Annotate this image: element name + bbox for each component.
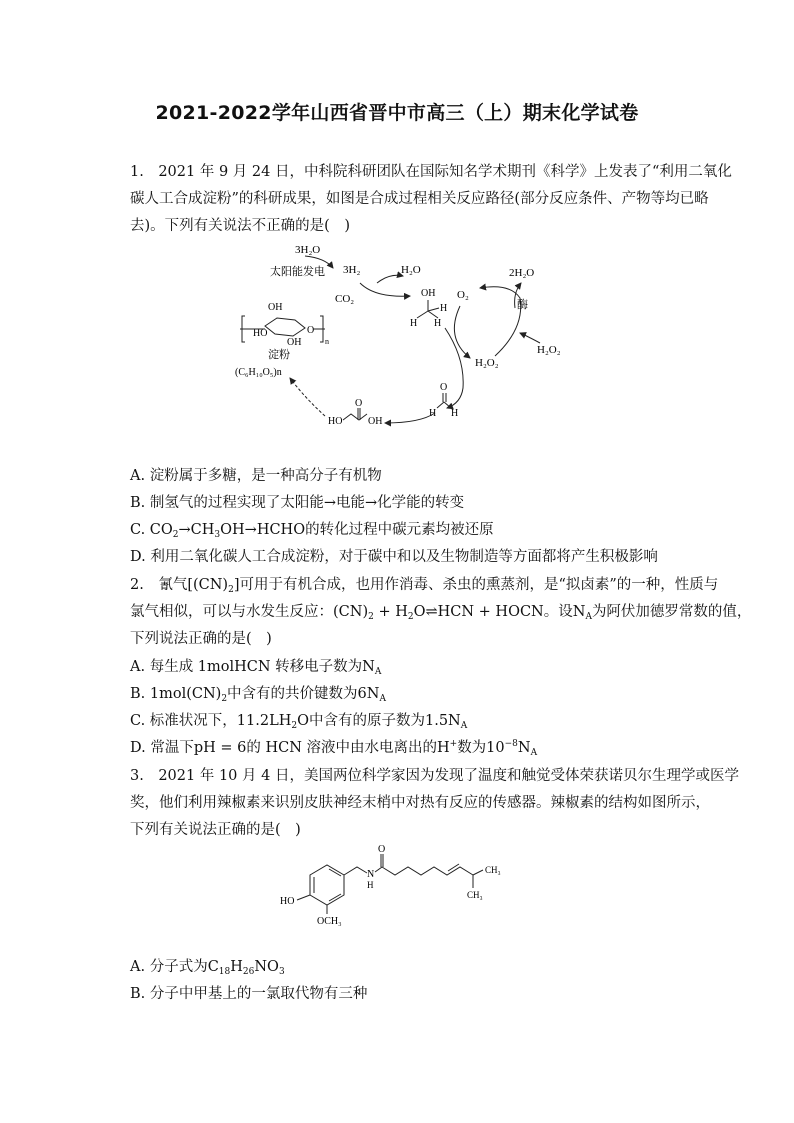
- label-starch-ring-o: O: [307, 325, 315, 336]
- q1-stem-line2: 碳人工合成淀粉”的科研成果，如图是合成过程相关反应路径(部分反应条件、产物等均已略: [130, 191, 709, 207]
- label-formaldehyde-h1: H: [429, 408, 437, 419]
- label-dha-o: O: [355, 398, 363, 409]
- label-solar-power: 太阳能发电: [270, 266, 325, 278]
- label-3h2: 3H₂: [343, 264, 361, 276]
- capsaicin-structure: [275, 840, 525, 930]
- label-o2: O₂: [457, 289, 469, 301]
- q3-option-a: A. 分子式为$C_{18}H_{26}NO_3$: [130, 959, 285, 977]
- label-starch-oh-top: OH: [268, 302, 283, 313]
- q3-option-b: B. 分子中甲基上的一氯取代物有三种: [130, 986, 368, 1002]
- q2-stem-line2: 氯气相似，可以与水发生反应：$(CN)_2$ + $H_2O\rightleftharpoons HCN$ + HOCN。设$N_A$为阿伏加德罗常数的值，: [130, 604, 752, 622]
- arrow-h2o-release: [377, 275, 403, 283]
- arrow-h2o2-in: [520, 333, 540, 343]
- label-3h2o: 3H₂O: [295, 244, 321, 256]
- label-2h2o: 2H₂O: [509, 267, 535, 279]
- reaction-pathway-diagram: [225, 238, 585, 438]
- label-h2o2-added: H₂O₂: [537, 344, 561, 356]
- label-amide-h: H: [367, 880, 374, 890]
- q2-option-d: D. 常温下pH = 6的 HCN 溶液中由水电离出的H+数为$10^{-8}N_A$: [130, 739, 538, 758]
- page-title: 2021-2022学年山西省晋中市高三（上）期末化学试卷: [155, 102, 639, 124]
- label-carbonyl-o: O: [378, 844, 386, 855]
- label-dha-ho: HO: [328, 416, 343, 427]
- label-formaldehyde-h2: H: [451, 408, 459, 419]
- q2-stem-line3: 下列说法正确的是( ): [130, 631, 272, 647]
- label-h2o2-produced: H₂O₂: [475, 357, 499, 369]
- label-dha-oh: OH: [368, 416, 383, 427]
- label-starch-oh-bottom: OH: [287, 337, 302, 348]
- arrow-methanol-oxidation: [445, 328, 463, 408]
- arrow-co2-reduction: [360, 283, 410, 296]
- q2-option-b: B. $1mol(CN)_2$中含有的共价键数为$6N_A$: [130, 686, 386, 704]
- q1-option-a: A. 淀粉属于多糖，是一种高分子有机物: [130, 468, 382, 484]
- label-formaldehyde-o: O: [440, 382, 448, 393]
- q3-stem-line3: 下列有关说法正确的是( ): [130, 822, 301, 838]
- q2-option-a: A. 每生成 1molHCN 转移电子数为$N_A$: [130, 659, 382, 677]
- q1-stem-line1: 1. 2021 年 9 月 24 日，中科院科研团队在国际知名学术期刊《科学》上发表了“利用二氧化: [130, 164, 732, 180]
- q2-stem-line1: 2. 氰气$[(CN)_2]$可用于有机合成，也用作消毒、杀虫的熏蒸剂，是“拟卤素”的一种，性质与: [130, 577, 719, 595]
- label-methanol-h2: H: [434, 318, 442, 329]
- arrow-to-starch: [290, 378, 325, 416]
- label-starch: 淀粉: [268, 349, 290, 361]
- q3-stem-line1: 3. 2021 年 10 月 4 日，美国两位科学家因为发现了温度和触觉受体荣获诺贝尔生理学或医学: [130, 768, 739, 784]
- label-och3: OCH₃: [317, 916, 342, 927]
- label-ch3-top: CH₃: [485, 865, 501, 875]
- label-starch-formula: (C₆H₁₀O₅)n: [235, 367, 282, 378]
- arrow-to-dha: [385, 413, 435, 423]
- label-ch3-bottom: CH₃: [467, 890, 483, 900]
- q3-stem-line2: 奖，他们利用辣椒素来识别皮肤神经末梢中对热有反应的传感器。辣椒素的结构如图所示，: [130, 795, 710, 811]
- label-amide-n: N: [367, 869, 375, 880]
- label-enzyme: 酶: [517, 299, 528, 311]
- q1-option-c: C. $CO_2\to CH_3OH\to HCHO$的转化过程中碳元素均被还原: [130, 522, 494, 540]
- label-methanol-oh: OH: [421, 288, 436, 299]
- label-co2: CO₂: [335, 293, 355, 305]
- q1-option-b: B. 制氢气的过程实现了太阳能→电能→化学能的转变: [130, 495, 465, 511]
- q2-option-c: C. 标准状况下，$11.2LH_2O$中含有的原子数为$1.5N_A$: [130, 713, 468, 731]
- q1-stem-line3: 去)。下列有关说法不正确的是( ): [130, 218, 350, 234]
- label-starch-n: n: [325, 337, 329, 346]
- label-h2o-byproduct: H₂O: [401, 264, 421, 276]
- label-methanol-h1: H: [410, 318, 418, 329]
- label-starch-ho: HO: [253, 328, 268, 339]
- q1-option-d: D. 利用二氧化碳人工合成淀粉，对于碳中和以及生物制造等方面都将产生积极影响: [130, 549, 658, 565]
- label-ho: HO: [280, 896, 295, 907]
- label-methanol-h3: H: [440, 303, 448, 314]
